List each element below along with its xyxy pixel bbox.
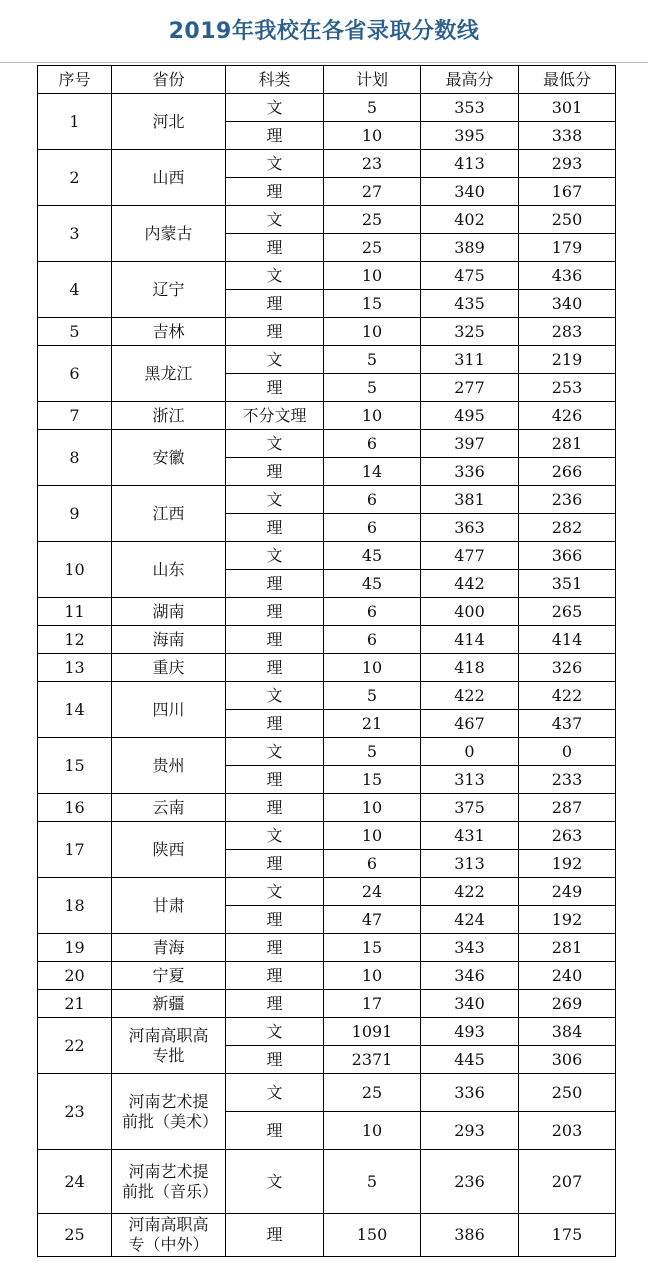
cell-max-score: 336 xyxy=(421,1074,519,1112)
cell-min-score: 265 xyxy=(519,598,616,626)
cell-index: 25 xyxy=(38,1214,112,1257)
table-row xyxy=(38,934,616,962)
table-row xyxy=(38,990,616,1018)
cell-max-score: 0 xyxy=(421,738,519,766)
cell-plan: 2371 xyxy=(324,1046,421,1074)
cell-plan: 21 xyxy=(324,710,421,738)
cell-category: 理 xyxy=(226,766,324,794)
cell-category: 文 xyxy=(226,1018,324,1046)
cell-max-score: 402 xyxy=(421,206,519,234)
cell-plan: 10 xyxy=(324,962,421,990)
page-title: 2019年我校在各省录取分数线 xyxy=(168,19,480,44)
cell-plan: 10 xyxy=(324,262,421,290)
cell-plan: 5 xyxy=(324,738,421,766)
cell-index: 23 xyxy=(38,1074,112,1150)
cell-min-score: 287 xyxy=(519,794,616,822)
table-row xyxy=(38,430,616,458)
cell-category: 理 xyxy=(226,1214,324,1257)
cell-category: 理 xyxy=(226,710,324,738)
table-row xyxy=(38,654,616,682)
cell-category: 不分文理 xyxy=(226,402,324,430)
cell-index: 17 xyxy=(38,822,112,878)
cell-min-score: 250 xyxy=(519,206,616,234)
cell-max-score: 413 xyxy=(421,150,519,178)
table-row xyxy=(38,1150,616,1214)
cell-plan: 10 xyxy=(324,402,421,430)
cell-province: 云南 xyxy=(112,794,226,822)
cell-min-score: 167 xyxy=(519,178,616,206)
cell-max-score: 467 xyxy=(421,710,519,738)
cell-category: 理 xyxy=(226,598,324,626)
cell-min-score: 203 xyxy=(519,1112,616,1150)
table-header-row xyxy=(38,66,616,94)
cell-max-score: 363 xyxy=(421,514,519,542)
cell-min-score: 175 xyxy=(519,1214,616,1257)
cell-min-score: 340 xyxy=(519,290,616,318)
cell-province: 海南 xyxy=(112,626,226,654)
table-row xyxy=(38,794,616,822)
cell-min-score: 306 xyxy=(519,1046,616,1074)
cell-province: 陕西 xyxy=(112,822,226,878)
cell-max-score: 397 xyxy=(421,430,519,458)
header-plan: 计划 xyxy=(324,66,421,94)
cell-index: 11 xyxy=(38,598,112,626)
table-row xyxy=(38,738,616,766)
cell-plan: 10 xyxy=(324,654,421,682)
cell-max-score: 493 xyxy=(421,1018,519,1046)
cell-max-score: 389 xyxy=(421,234,519,262)
cell-index: 9 xyxy=(38,486,112,542)
cell-min-score: 326 xyxy=(519,654,616,682)
cell-province: 河南艺术提前批（美术） xyxy=(112,1074,226,1150)
cell-plan: 15 xyxy=(324,934,421,962)
cell-category: 文 xyxy=(226,878,324,906)
cell-max-score: 424 xyxy=(421,906,519,934)
cell-max-score: 336 xyxy=(421,458,519,486)
cell-plan: 10 xyxy=(324,122,421,150)
cell-province: 河南艺术提前批（音乐） xyxy=(112,1150,226,1214)
cell-index: 13 xyxy=(38,654,112,682)
cell-province: 甘肃 xyxy=(112,878,226,934)
cell-plan: 45 xyxy=(324,570,421,598)
cell-category: 文 xyxy=(226,262,324,290)
cell-index: 6 xyxy=(38,346,112,402)
cell-province: 重庆 xyxy=(112,654,226,682)
cell-plan: 150 xyxy=(324,1214,421,1257)
cell-max-score: 381 xyxy=(421,486,519,514)
table-row xyxy=(38,1074,616,1112)
cell-plan: 5 xyxy=(324,94,421,122)
cell-min-score: 263 xyxy=(519,822,616,850)
cell-category: 理 xyxy=(226,234,324,262)
cell-min-score: 233 xyxy=(519,766,616,794)
cell-min-score: 207 xyxy=(519,1150,616,1214)
cell-index: 4 xyxy=(38,262,112,318)
cell-plan: 47 xyxy=(324,906,421,934)
cell-index: 19 xyxy=(38,934,112,962)
cell-index: 24 xyxy=(38,1150,112,1214)
cell-category: 理 xyxy=(226,794,324,822)
cell-plan: 5 xyxy=(324,682,421,710)
cell-category: 理 xyxy=(226,962,324,990)
cell-index: 2 xyxy=(38,150,112,206)
cell-category: 文 xyxy=(226,682,324,710)
header-province: 省份 xyxy=(112,66,226,94)
table-row xyxy=(38,1214,616,1257)
cell-min-score: 281 xyxy=(519,430,616,458)
cell-province: 辽宁 xyxy=(112,262,226,318)
cell-min-score: 269 xyxy=(519,990,616,1018)
cell-plan: 15 xyxy=(324,766,421,794)
cell-category: 文 xyxy=(226,822,324,850)
cell-min-score: 366 xyxy=(519,542,616,570)
cell-province: 新疆 xyxy=(112,990,226,1018)
cell-plan: 5 xyxy=(324,1150,421,1214)
cell-min-score: 0 xyxy=(519,738,616,766)
cell-min-score: 192 xyxy=(519,906,616,934)
cell-plan: 6 xyxy=(324,514,421,542)
cell-category: 理 xyxy=(226,934,324,962)
cell-index: 21 xyxy=(38,990,112,1018)
cell-min-score: 219 xyxy=(519,346,616,374)
cell-min-score: 249 xyxy=(519,878,616,906)
cell-province: 山西 xyxy=(112,150,226,206)
cell-category: 理 xyxy=(226,318,324,346)
cell-max-score: 477 xyxy=(421,542,519,570)
table-body xyxy=(38,94,616,1257)
cell-plan: 5 xyxy=(324,346,421,374)
cell-category: 文 xyxy=(226,1074,324,1112)
cell-min-score: 236 xyxy=(519,486,616,514)
cell-max-score: 422 xyxy=(421,682,519,710)
cell-min-score: 282 xyxy=(519,514,616,542)
cell-category: 理 xyxy=(226,570,324,598)
cell-min-score: 192 xyxy=(519,850,616,878)
cell-index: 15 xyxy=(38,738,112,794)
cell-province: 宁夏 xyxy=(112,962,226,990)
cell-min-score: 240 xyxy=(519,962,616,990)
cell-index: 10 xyxy=(38,542,112,598)
cell-index: 14 xyxy=(38,682,112,738)
cell-province: 河南高职高专（中外） xyxy=(112,1214,226,1257)
table-row xyxy=(38,402,616,430)
table-row xyxy=(38,822,616,850)
cell-max-score: 442 xyxy=(421,570,519,598)
cell-plan: 27 xyxy=(324,178,421,206)
table-row xyxy=(38,318,616,346)
table-row xyxy=(38,682,616,710)
title-divider xyxy=(0,62,648,63)
cell-plan: 5 xyxy=(324,374,421,402)
cell-category: 文 xyxy=(226,542,324,570)
cell-province: 河南高职高专批 xyxy=(112,1018,226,1074)
cell-min-score: 250 xyxy=(519,1074,616,1112)
cell-max-score: 445 xyxy=(421,1046,519,1074)
cell-category: 理 xyxy=(226,290,324,318)
cell-min-score: 436 xyxy=(519,262,616,290)
cell-plan: 10 xyxy=(324,822,421,850)
cell-min-score: 266 xyxy=(519,458,616,486)
cell-max-score: 346 xyxy=(421,962,519,990)
cell-province: 吉林 xyxy=(112,318,226,346)
cell-category: 理 xyxy=(226,906,324,934)
cell-category: 理 xyxy=(226,1046,324,1074)
cell-index: 7 xyxy=(38,402,112,430)
cell-max-score: 431 xyxy=(421,822,519,850)
cell-plan: 25 xyxy=(324,1074,421,1112)
header-max-score: 最高分 xyxy=(421,66,519,94)
cell-category: 文 xyxy=(226,346,324,374)
cell-category: 文 xyxy=(226,1150,324,1214)
cell-province: 山东 xyxy=(112,542,226,598)
cell-category: 理 xyxy=(226,850,324,878)
cell-max-score: 343 xyxy=(421,934,519,962)
cell-min-score: 179 xyxy=(519,234,616,262)
cell-plan: 25 xyxy=(324,206,421,234)
cell-max-score: 475 xyxy=(421,262,519,290)
cell-index: 12 xyxy=(38,626,112,654)
table-row xyxy=(38,962,616,990)
cell-index: 16 xyxy=(38,794,112,822)
cell-category: 文 xyxy=(226,738,324,766)
cell-plan: 24 xyxy=(324,878,421,906)
table-row xyxy=(38,1018,616,1046)
cell-province: 黑龙江 xyxy=(112,346,226,402)
cell-max-score: 313 xyxy=(421,850,519,878)
cell-min-score: 283 xyxy=(519,318,616,346)
table-row xyxy=(38,262,616,290)
cell-plan: 25 xyxy=(324,234,421,262)
table-row xyxy=(38,94,616,122)
cell-province: 安徽 xyxy=(112,430,226,486)
cell-category: 文 xyxy=(226,430,324,458)
cell-plan: 14 xyxy=(324,458,421,486)
cell-min-score: 301 xyxy=(519,94,616,122)
cell-max-score: 422 xyxy=(421,878,519,906)
cell-plan: 6 xyxy=(324,626,421,654)
cell-plan: 6 xyxy=(324,486,421,514)
cell-category: 文 xyxy=(226,206,324,234)
cell-plan: 6 xyxy=(324,430,421,458)
cell-province: 青海 xyxy=(112,934,226,962)
table-row xyxy=(38,626,616,654)
cell-index: 5 xyxy=(38,318,112,346)
admission-score-table xyxy=(37,65,616,1257)
cell-plan: 17 xyxy=(324,990,421,1018)
cell-category: 理 xyxy=(226,122,324,150)
cell-max-score: 375 xyxy=(421,794,519,822)
cell-max-score: 325 xyxy=(421,318,519,346)
cell-category: 理 xyxy=(226,1112,324,1150)
cell-plan: 6 xyxy=(324,598,421,626)
cell-category: 理 xyxy=(226,178,324,206)
cell-category: 文 xyxy=(226,486,324,514)
cell-province: 湖南 xyxy=(112,598,226,626)
cell-province: 河北 xyxy=(112,94,226,150)
cell-min-score: 293 xyxy=(519,150,616,178)
cell-province: 贵州 xyxy=(112,738,226,794)
cell-province: 浙江 xyxy=(112,402,226,430)
cell-max-score: 495 xyxy=(421,402,519,430)
cell-max-score: 293 xyxy=(421,1112,519,1150)
cell-max-score: 277 xyxy=(421,374,519,402)
cell-min-score: 338 xyxy=(519,122,616,150)
cell-index: 8 xyxy=(38,430,112,486)
cell-max-score: 435 xyxy=(421,290,519,318)
cell-plan: 10 xyxy=(324,318,421,346)
cell-plan: 1091 xyxy=(324,1018,421,1046)
cell-max-score: 311 xyxy=(421,346,519,374)
table-row xyxy=(38,878,616,906)
cell-plan: 10 xyxy=(324,1112,421,1150)
cell-min-score: 426 xyxy=(519,402,616,430)
table-row xyxy=(38,542,616,570)
header-index: 序号 xyxy=(38,66,112,94)
cell-min-score: 384 xyxy=(519,1018,616,1046)
header-min-score: 最低分 xyxy=(519,66,616,94)
cell-category: 文 xyxy=(226,150,324,178)
cell-max-score: 313 xyxy=(421,766,519,794)
cell-max-score: 414 xyxy=(421,626,519,654)
cell-category: 理 xyxy=(226,514,324,542)
table-row xyxy=(38,206,616,234)
cell-max-score: 340 xyxy=(421,990,519,1018)
cell-min-score: 414 xyxy=(519,626,616,654)
cell-min-score: 253 xyxy=(519,374,616,402)
cell-index: 22 xyxy=(38,1018,112,1074)
table-row xyxy=(38,598,616,626)
cell-min-score: 422 xyxy=(519,682,616,710)
cell-province: 四川 xyxy=(112,682,226,738)
cell-max-score: 353 xyxy=(421,94,519,122)
cell-min-score: 281 xyxy=(519,934,616,962)
cell-plan: 15 xyxy=(324,290,421,318)
cell-max-score: 340 xyxy=(421,178,519,206)
cell-max-score: 395 xyxy=(421,122,519,150)
cell-plan: 23 xyxy=(324,150,421,178)
table-row xyxy=(38,486,616,514)
cell-index: 1 xyxy=(38,94,112,150)
cell-province: 内蒙古 xyxy=(112,206,226,262)
cell-plan: 45 xyxy=(324,542,421,570)
cell-max-score: 400 xyxy=(421,598,519,626)
cell-min-score: 351 xyxy=(519,570,616,598)
cell-category: 理 xyxy=(226,654,324,682)
cell-min-score: 437 xyxy=(519,710,616,738)
cell-plan: 10 xyxy=(324,794,421,822)
cell-max-score: 418 xyxy=(421,654,519,682)
cell-index: 18 xyxy=(38,878,112,934)
header-category: 科类 xyxy=(226,66,324,94)
cell-category: 理 xyxy=(226,990,324,1018)
cell-category: 理 xyxy=(226,374,324,402)
cell-category: 理 xyxy=(226,626,324,654)
table-row xyxy=(38,150,616,178)
cell-province: 江西 xyxy=(112,486,226,542)
cell-plan: 6 xyxy=(324,850,421,878)
cell-category: 理 xyxy=(226,458,324,486)
cell-max-score: 236 xyxy=(421,1150,519,1214)
cell-category: 文 xyxy=(226,94,324,122)
cell-index: 20 xyxy=(38,962,112,990)
cell-max-score: 386 xyxy=(421,1214,519,1257)
table-row xyxy=(38,346,616,374)
cell-index: 3 xyxy=(38,206,112,262)
